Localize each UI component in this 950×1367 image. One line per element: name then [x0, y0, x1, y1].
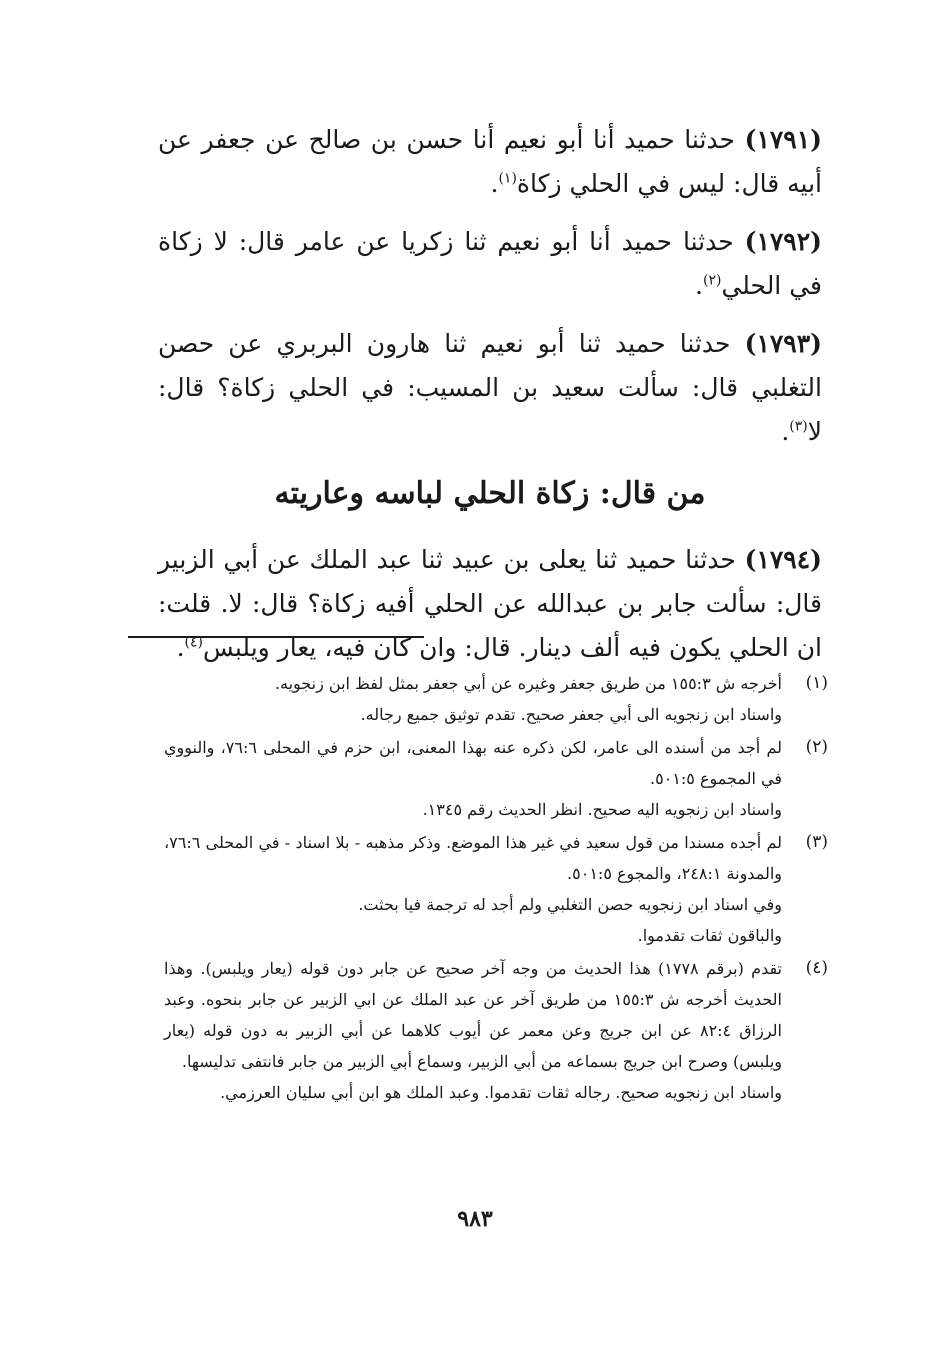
page-number: ٩٨٣ — [457, 1206, 493, 1232]
footnote-3 — [164, 827, 828, 951]
hadith-1792 — [158, 220, 822, 308]
hadith-end: . — [781, 417, 790, 446]
footnote-number: (١) — [805, 673, 828, 693]
footnote-number: (٤) — [805, 958, 828, 978]
hadith-end: . — [176, 633, 185, 662]
footnote-body — [164, 668, 782, 730]
hadith-number: (١٧٩٤) — [744, 545, 822, 574]
footnote-line: والباقون ثقات تقدموا. — [637, 926, 782, 945]
footnote-1 — [164, 668, 828, 730]
footnote-number: (٣) — [805, 832, 828, 852]
section-heading: من قال: زكاة الحلي لباسه وعاريته — [274, 476, 706, 511]
hadith-1791 — [158, 118, 822, 206]
footnote-2 — [164, 732, 828, 825]
footnote-line: واسناد ابن زنجويه الى أبي جعفر صحيح. تقدم توثيق جميع رجاله. — [360, 705, 782, 724]
footnote-marker: (٢) — [702, 272, 722, 289]
hadith-end: . — [490, 169, 499, 198]
footnote-line: وفي اسناد ابن زنجويه حصن التغلبي ولم أجد له ترجمة فيا بحثت. — [358, 895, 782, 914]
footnote-line: واسناد ابن زنجويه صحيح. رجاله ثقات تقدموا. وعبد الملك هو ابن أبي سليان العرزمي. — [220, 1083, 782, 1102]
footnote-line: واسناد ابن زنجويه اليه صحيح. انظر الحديث رقم ١٣٤٥. — [422, 800, 782, 819]
hadith-text: حدثنا حميد ثنا أبو نعيم ثنا هارون البربري عن حصن التغلبي قال: سألت سعيد بن المسيب: في الحلي زكاة؟ قال: لا — [158, 329, 822, 446]
footnote-line: لم أجده مسندا من قول سعيد في غير هذا الموضع. وذكر مذهبه - بلا اسناد - في المحلى ٧٦:٦، والمدونة ٢٤٨:١، والمجوع ٥٠١:٥. — [164, 833, 782, 883]
hadith-text: حدثنا حميد أنا أبو نعيم ثنا زكريا عن عامر قال: لا زكاة في الحلي — [158, 227, 822, 300]
footnote-4 — [164, 953, 828, 1108]
hadith-number: (١٧٩٢) — [744, 227, 822, 256]
hadith-1794 — [158, 538, 822, 670]
footnote-line: لم أجد من أسنده الى عامر، لكن ذكره عنه بهذا المعنى، ابن حزم في المحلى ٧٦:٦، والنووي في المجموع ٥٠١:٥. — [164, 738, 783, 788]
hadith-text: حدثنا حميد أنا أبو نعيم أنا حسن بن صالح عن جعفر عن أبيه قال: ليس في الحلي زكاة — [158, 125, 822, 198]
footnote-body — [164, 732, 782, 825]
hadith-text: حدثنا حميد ثنا يعلى بن عبيد ثنا عبد الملك عن أبي الزبير قال: سألت جابر بن عبدالله عن الحلي أفيه زكاة؟ قال: لا. قلت: ان الحلي يكون فيه ألف دينار. قال: وان كان فيه، يعار ويلبس — [158, 545, 822, 662]
footnote-divider — [128, 636, 424, 638]
hadith-end: . — [695, 271, 703, 300]
footnote-line: تقدم (برقم ١٧٧٨) هذا الحديث من وجه آخر صحيح عن جابر دون قوله (يعار ويلبس). وهذا الحديث أخرجه ش ١٥٥:٣ من طريق آخر عن عبد الملك عن ابي الزبير عن جابر بنحوه. وعبد الرزاق ٨٢:٤ عن ابن جريج وعن معمر عن أيوب كلاهما عن أبي الزبير به دون قوله (يعار ويلبس) وصرح ابن جريج بسماعه من أبي الزبير، وسماع أبي الزبير من جابر فانتفى تدليسها. — [164, 959, 783, 1071]
footnote-marker: (٤) — [184, 634, 203, 651]
main-text — [158, 118, 822, 684]
footnote-marker: (١) — [498, 170, 517, 187]
footnotes — [164, 668, 828, 1110]
footnote-body — [164, 827, 782, 951]
hadith-1793 — [158, 322, 822, 454]
footnote-marker: (٣) — [789, 418, 808, 435]
hadith-number: (١٧٩٣) — [744, 329, 822, 358]
hadith-number: (١٧٩١) — [744, 125, 822, 154]
footnote-body — [164, 953, 782, 1108]
footnote-number: (٢) — [805, 737, 828, 757]
footnote-line: أخرجه ش ١٥٥:٣ من طريق جعفر وغيره عن أبي جعفر بمثل لفظ ابن زنجويه. — [274, 674, 782, 693]
